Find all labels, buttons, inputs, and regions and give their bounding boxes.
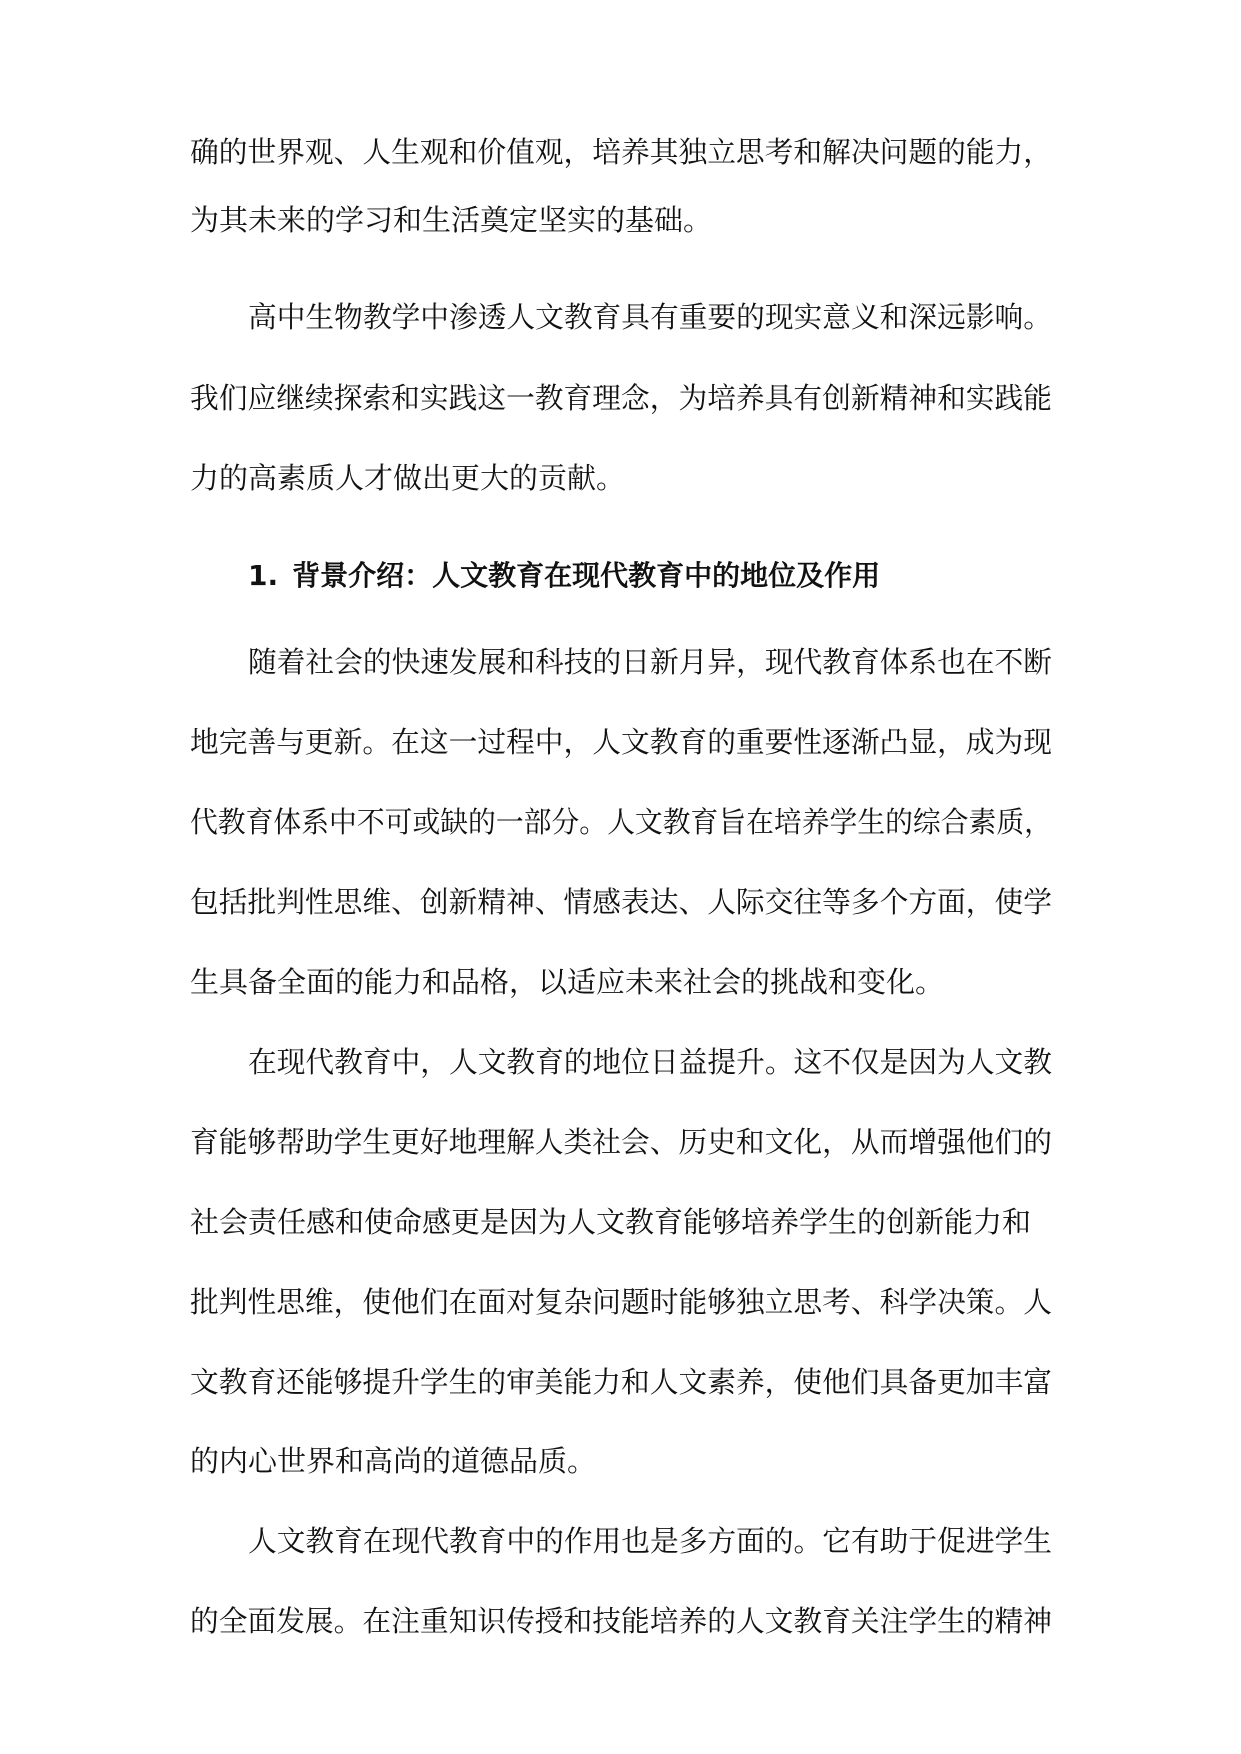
text-line: 高中生物教学中渗透人文教育具有重要的现实意义和深远影响。 (248, 300, 1052, 334)
section-number: 1. (248, 559, 279, 592)
text-line: 社会责任感和使命感更是因为人文教育能够培养学生的创新能力和 (190, 1205, 1032, 1239)
text-line: 为其未来的学习和生活奠定坚实的基础。 (190, 203, 713, 237)
text-line: 我们应继续探索和实践这一教育理念，为培养具有创新精神和实践能 (190, 381, 1053, 415)
section-heading (248, 556, 880, 596)
text-line: 批判性思维，使他们在面对复杂问题时能够独立思考、科学决策。人 (190, 1285, 1053, 1319)
text-line: 力的高素质人才做出更大的贡献。 (190, 461, 626, 495)
text-line: 的内心世界和高尚的道德品质。 (190, 1444, 597, 1478)
text-line: 代教育体系中不可或缺的一部分。人文教育旨在培养学生的综合素质， (190, 805, 1052, 839)
text-line: 随着社会的快速发展和科技的日新月异，现代教育体系也在不断 (248, 645, 1052, 679)
text-line: 地完善与更新。在这一过程中，人文教育的重要性逐渐凸显，成为现 (190, 725, 1053, 759)
text-line: 在现代教育中，人文教育的地位日益提升。这不仅是因为人文教 (248, 1045, 1052, 1079)
text-line: 文教育还能够提升学生的审美能力和人文素养，使他们具备更加丰富 (190, 1365, 1053, 1399)
section-title: 背景介绍：人文教育在现代教育中的地位及作用 (292, 559, 881, 592)
text-line: 育能够帮助学生更好地理解人类社会、历史和文化，从而增强他们的 (190, 1125, 1053, 1159)
text-line: 确的世界观、人生观和价值观，培养其独立思考和解决问题的能力， (190, 135, 1053, 169)
text-line: 生具备全面的能力和品格，以适应未来社会的挑战和变化。 (190, 965, 945, 999)
text-line: 人文教育在现代教育中的作用也是多方面的。它有助于促进学生 (248, 1524, 1052, 1558)
text-line: 的全面发展。在注重知识传授和技能培养的人文教育关注学生的精神 (190, 1604, 1053, 1638)
text-line: 包括批判性思维、创新精神、情感表达、人际交往等多个方面，使学 (190, 885, 1053, 919)
